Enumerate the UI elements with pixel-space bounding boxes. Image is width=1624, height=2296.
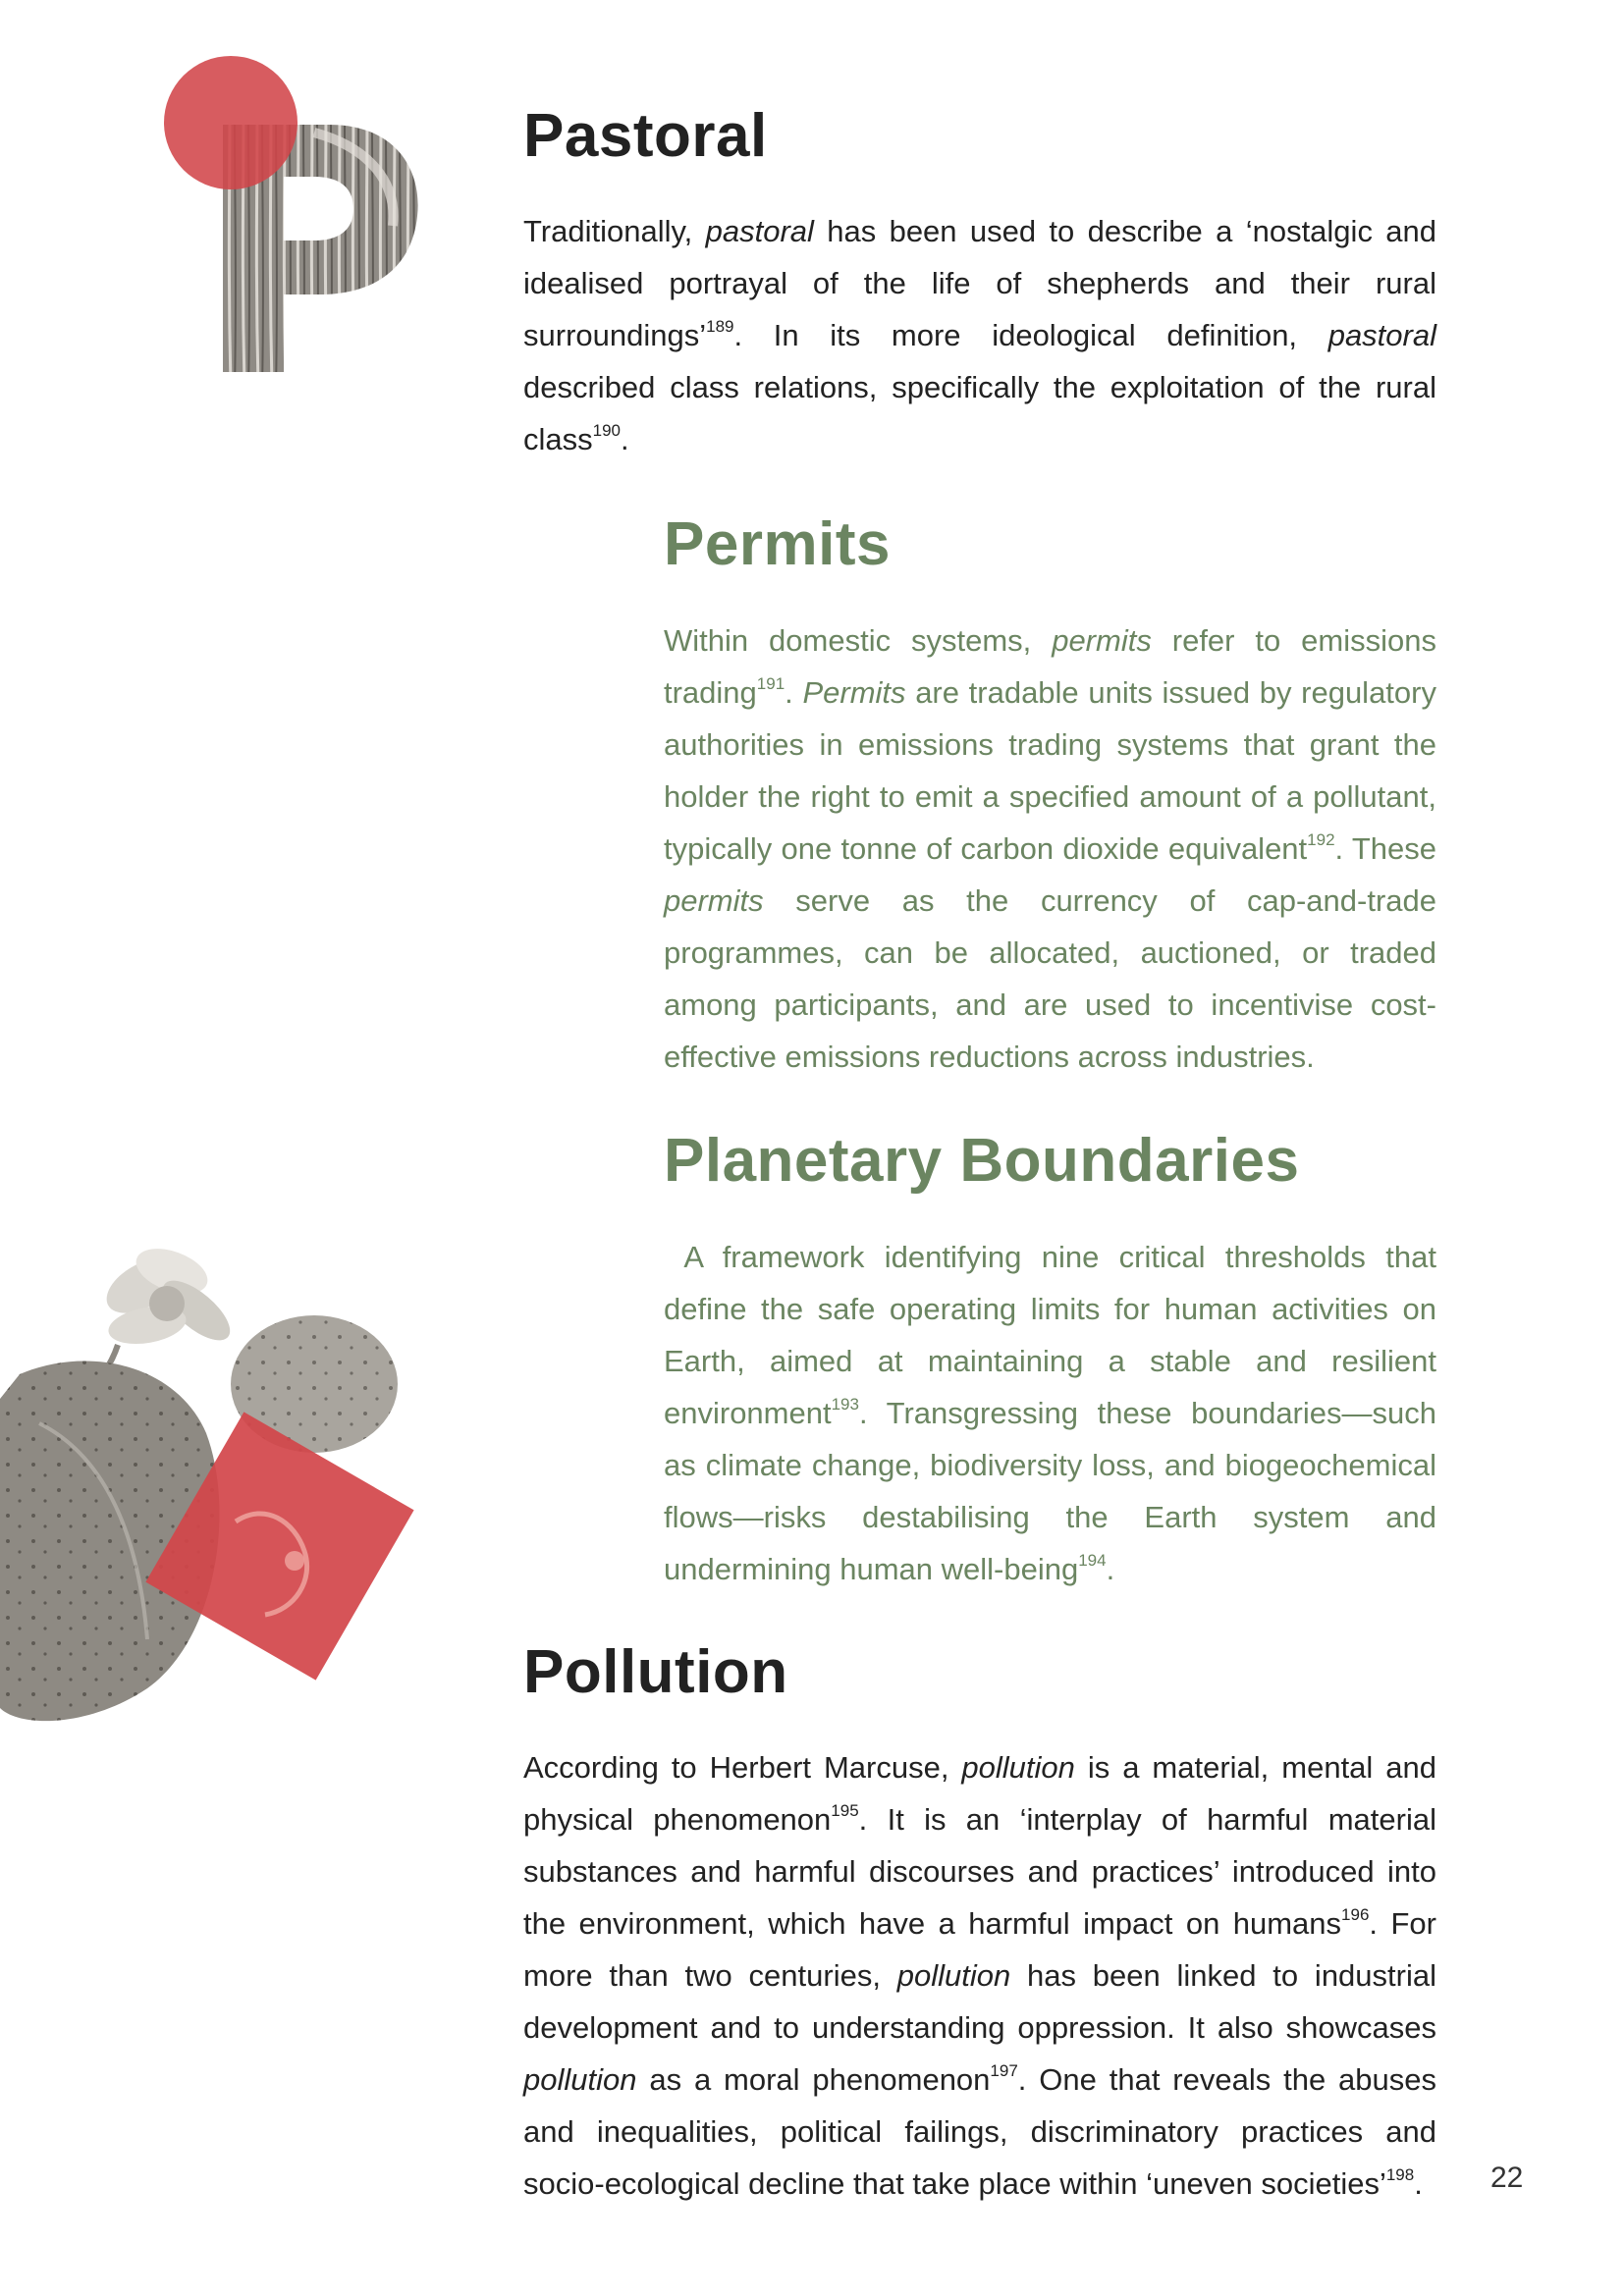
footnote-ref: 195 (831, 1801, 859, 1820)
page-number: 22 (1490, 2162, 1524, 2194)
text-run: . It is an ‘interplay of harmful material substances and harmful discourses and practices’ introduced into the environment, which have a harmful impact on humans (523, 1802, 1436, 1941)
section-title-pastoral: Pastoral (523, 102, 768, 170)
letter-p-logo-icon (157, 54, 432, 388)
footnote-ref: 191 (756, 674, 785, 693)
red-circle-icon (164, 56, 298, 189)
paragraph-pollution (523, 1741, 1436, 2210)
italic-term: pastoral (705, 214, 814, 248)
text-run: A framework identifying nine critical thresholds that define the safe operating limits for human activities on Earth, aimed at maintaining a stable and resilient environment (664, 1240, 1436, 1430)
text-run: has been linked to industrial development and to understanding oppression. It also showcases (523, 1958, 1436, 2045)
text-run: . (1414, 2166, 1423, 2201)
paragraph-pastoral (523, 205, 1436, 465)
text-run: serve as the currency of cap-and-trade programmes, can be allocated, auctioned, or traded among participants, and are used to incentivise cost-effective emissions reductions across industries. (664, 883, 1436, 1074)
section-title-pollution: Pollution (523, 1638, 788, 1706)
section-pastoral (523, 102, 1436, 465)
text-run: . Transgressing these boundaries—such as climate change, biodiversity loss, and biogeochemical flows—risks destabilising the Earth system and undermining human well-being (664, 1396, 1436, 1586)
footnote-ref: 197 (990, 2061, 1018, 2080)
text-run: According to Herbert Marcuse, (523, 1750, 962, 1785)
footnote-ref: 189 (706, 317, 734, 336)
italic-term: pollution (961, 1750, 1075, 1785)
paragraph-planetary-boundaries (664, 1231, 1436, 1595)
section-title-permits: Permits (664, 510, 891, 578)
text-run: Within domestic systems, (664, 623, 1053, 658)
text-run: described class relations, specifically the exploitation of the rural class (523, 370, 1436, 456)
text-run: is a material, mental and physical phenomenon (523, 1750, 1436, 1837)
italic-term: pollution (896, 1958, 1011, 1993)
section-title-planetary-boundaries: Planetary Boundaries (664, 1127, 1300, 1195)
text-run: . For more than two centuries, (523, 1906, 1436, 1993)
text-run: . In its more ideological definition, (733, 318, 1328, 352)
text-run: . One that reveals the abuses and inequalities, political failings, discriminatory practices and socio-ecological decline that take place within ‘uneven societies’ (523, 2062, 1437, 2201)
footnote-ref: 190 (592, 421, 622, 440)
italic-term: permits (664, 883, 764, 918)
italic-term: Permits (802, 675, 906, 710)
footnote-ref: 194 (1078, 1551, 1107, 1570)
text-run: . (1106, 1552, 1115, 1586)
footnote-ref: 196 (1341, 1905, 1370, 1924)
paragraph-permits (664, 614, 1436, 1083)
text-run: has been used to describe a ‘nostalgic and idealised portrayal of the life of shepherds and their rural surroundings’ (523, 214, 1436, 352)
text-run: as a moral phenomenon (636, 2062, 991, 2097)
text-run: refer to emissions trading (664, 623, 1436, 710)
italic-term: pastoral (1327, 318, 1436, 352)
section-planetary-boundaries (664, 1127, 1436, 1595)
italic-term: permits (1052, 623, 1152, 658)
text-run: Traditionally, (523, 214, 706, 248)
cactus-collage-icon (0, 1227, 432, 1757)
footnote-ref: 192 (1307, 830, 1335, 849)
text-run: are tradable units issued by regulatory authorities in emissions trading systems that grant the holder the right to emit a specified amount of a pollutant, typically one tonne of carbon dioxide equivalent (664, 675, 1436, 866)
text-run: . (621, 422, 629, 456)
section-permits (664, 510, 1436, 1083)
italic-term: pollution (523, 2062, 637, 2097)
footnote-ref: 193 (831, 1395, 859, 1414)
text-run: . (785, 675, 803, 710)
footnote-ref: 198 (1385, 2165, 1415, 2184)
section-pollution (523, 1638, 1437, 2210)
text-run: . These (1334, 831, 1436, 866)
